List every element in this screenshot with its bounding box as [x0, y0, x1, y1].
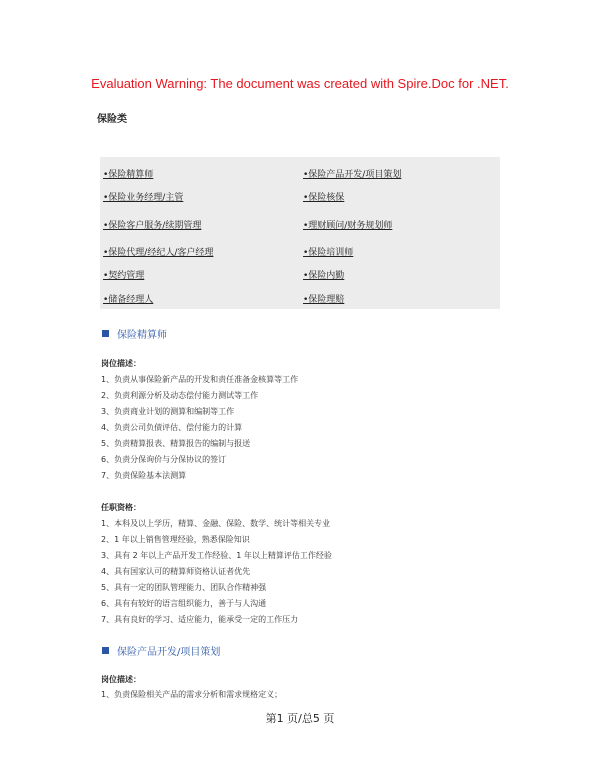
link-actuary[interactable]: •保险精算师 [103, 170, 154, 180]
link-business-manager[interactable]: •保险业务经理/主管 [103, 193, 184, 203]
link-customer-service[interactable]: •保险客户服务/续期管理 [103, 221, 202, 231]
page-footer: 第1 页/总5 页 [265, 712, 335, 725]
duty-item: 1、负责从事保险新产品的开发和责任准备金核算等工作 [101, 375, 299, 384]
square-bullet-icon [102, 647, 109, 654]
requirement-item: 5、具有一定的团队管理能力、团队合作精神强 [101, 583, 267, 592]
link-back-office[interactable]: •保险内勤 [303, 271, 345, 281]
requirement-item: 2、1 年以上销售管理经验，熟悉保险知识 [101, 535, 250, 544]
requirement-item: 4、具有国家认可的精算师资格认证者优先 [101, 567, 251, 576]
requirement-label: 任职资格： [101, 503, 141, 512]
link-claims[interactable]: •保险理赔 [303, 295, 345, 305]
duty-item: 5、负责精算报表、精算报告的编制与报送 [101, 439, 251, 448]
duty-item: 6、负责分保询价与分保协议的签订 [101, 455, 227, 464]
link-agent-broker[interactable]: •保险代理/经纪人/客户经理 [103, 248, 214, 258]
duty-label: 岗位描述： [101, 359, 141, 368]
section-heading-text: 保险产品开发/项目策划 [117, 647, 221, 658]
duty-item: 2、负责利源分析及动态偿付能力测试等工作 [101, 391, 259, 400]
duty-item: 4、负责公司负债评估、偿付能力的计算 [101, 423, 243, 432]
section-heading-actuary [102, 326, 167, 341]
job-link-panel [100, 157, 500, 309]
requirement-item: 3、具有 2 年以上产品开发工作经验、1 年以上精算评估工作经验 [101, 551, 332, 560]
section-heading-product-development [102, 643, 220, 658]
section-heading-text: 保险精算师 [117, 330, 167, 341]
duty-item: 1、负责保险相关产品的需求分析和需求规格定义； [101, 690, 283, 699]
section-title: 保险类 [97, 114, 127, 125]
requirement-item: 7、具有良好的学习、适应能力，能承受一定的工作压力 [101, 615, 299, 624]
link-underwriting[interactable]: •保险核保 [303, 193, 345, 203]
evaluation-warning: Evaluation Warning: The document was created with Spire.Doc for .NET. [91, 76, 509, 91]
requirement-item: 1、本科及以上学历，精算、金融、保险、数学、统计等相关专业 [101, 519, 331, 528]
link-contract-management[interactable]: •契约管理 [103, 271, 145, 281]
duty-label: 岗位描述： [101, 675, 141, 684]
link-reserve-manager[interactable]: •储备经理人 [103, 295, 154, 305]
duty-item: 7、负责保险基本法测算 [101, 471, 187, 480]
duty-item: 3、负责商业计划的测算和编制等工作 [101, 407, 235, 416]
link-trainer[interactable]: •保险培训师 [303, 248, 354, 258]
link-product-development[interactable]: •保险产品开发/项目策划 [303, 170, 402, 180]
square-bullet-icon [102, 330, 109, 337]
link-financial-advisor[interactable]: •理财顾问/财务规划师 [303, 221, 393, 231]
requirement-item: 6、具有有较好的语言组织能力，善于与人沟通 [101, 599, 267, 608]
